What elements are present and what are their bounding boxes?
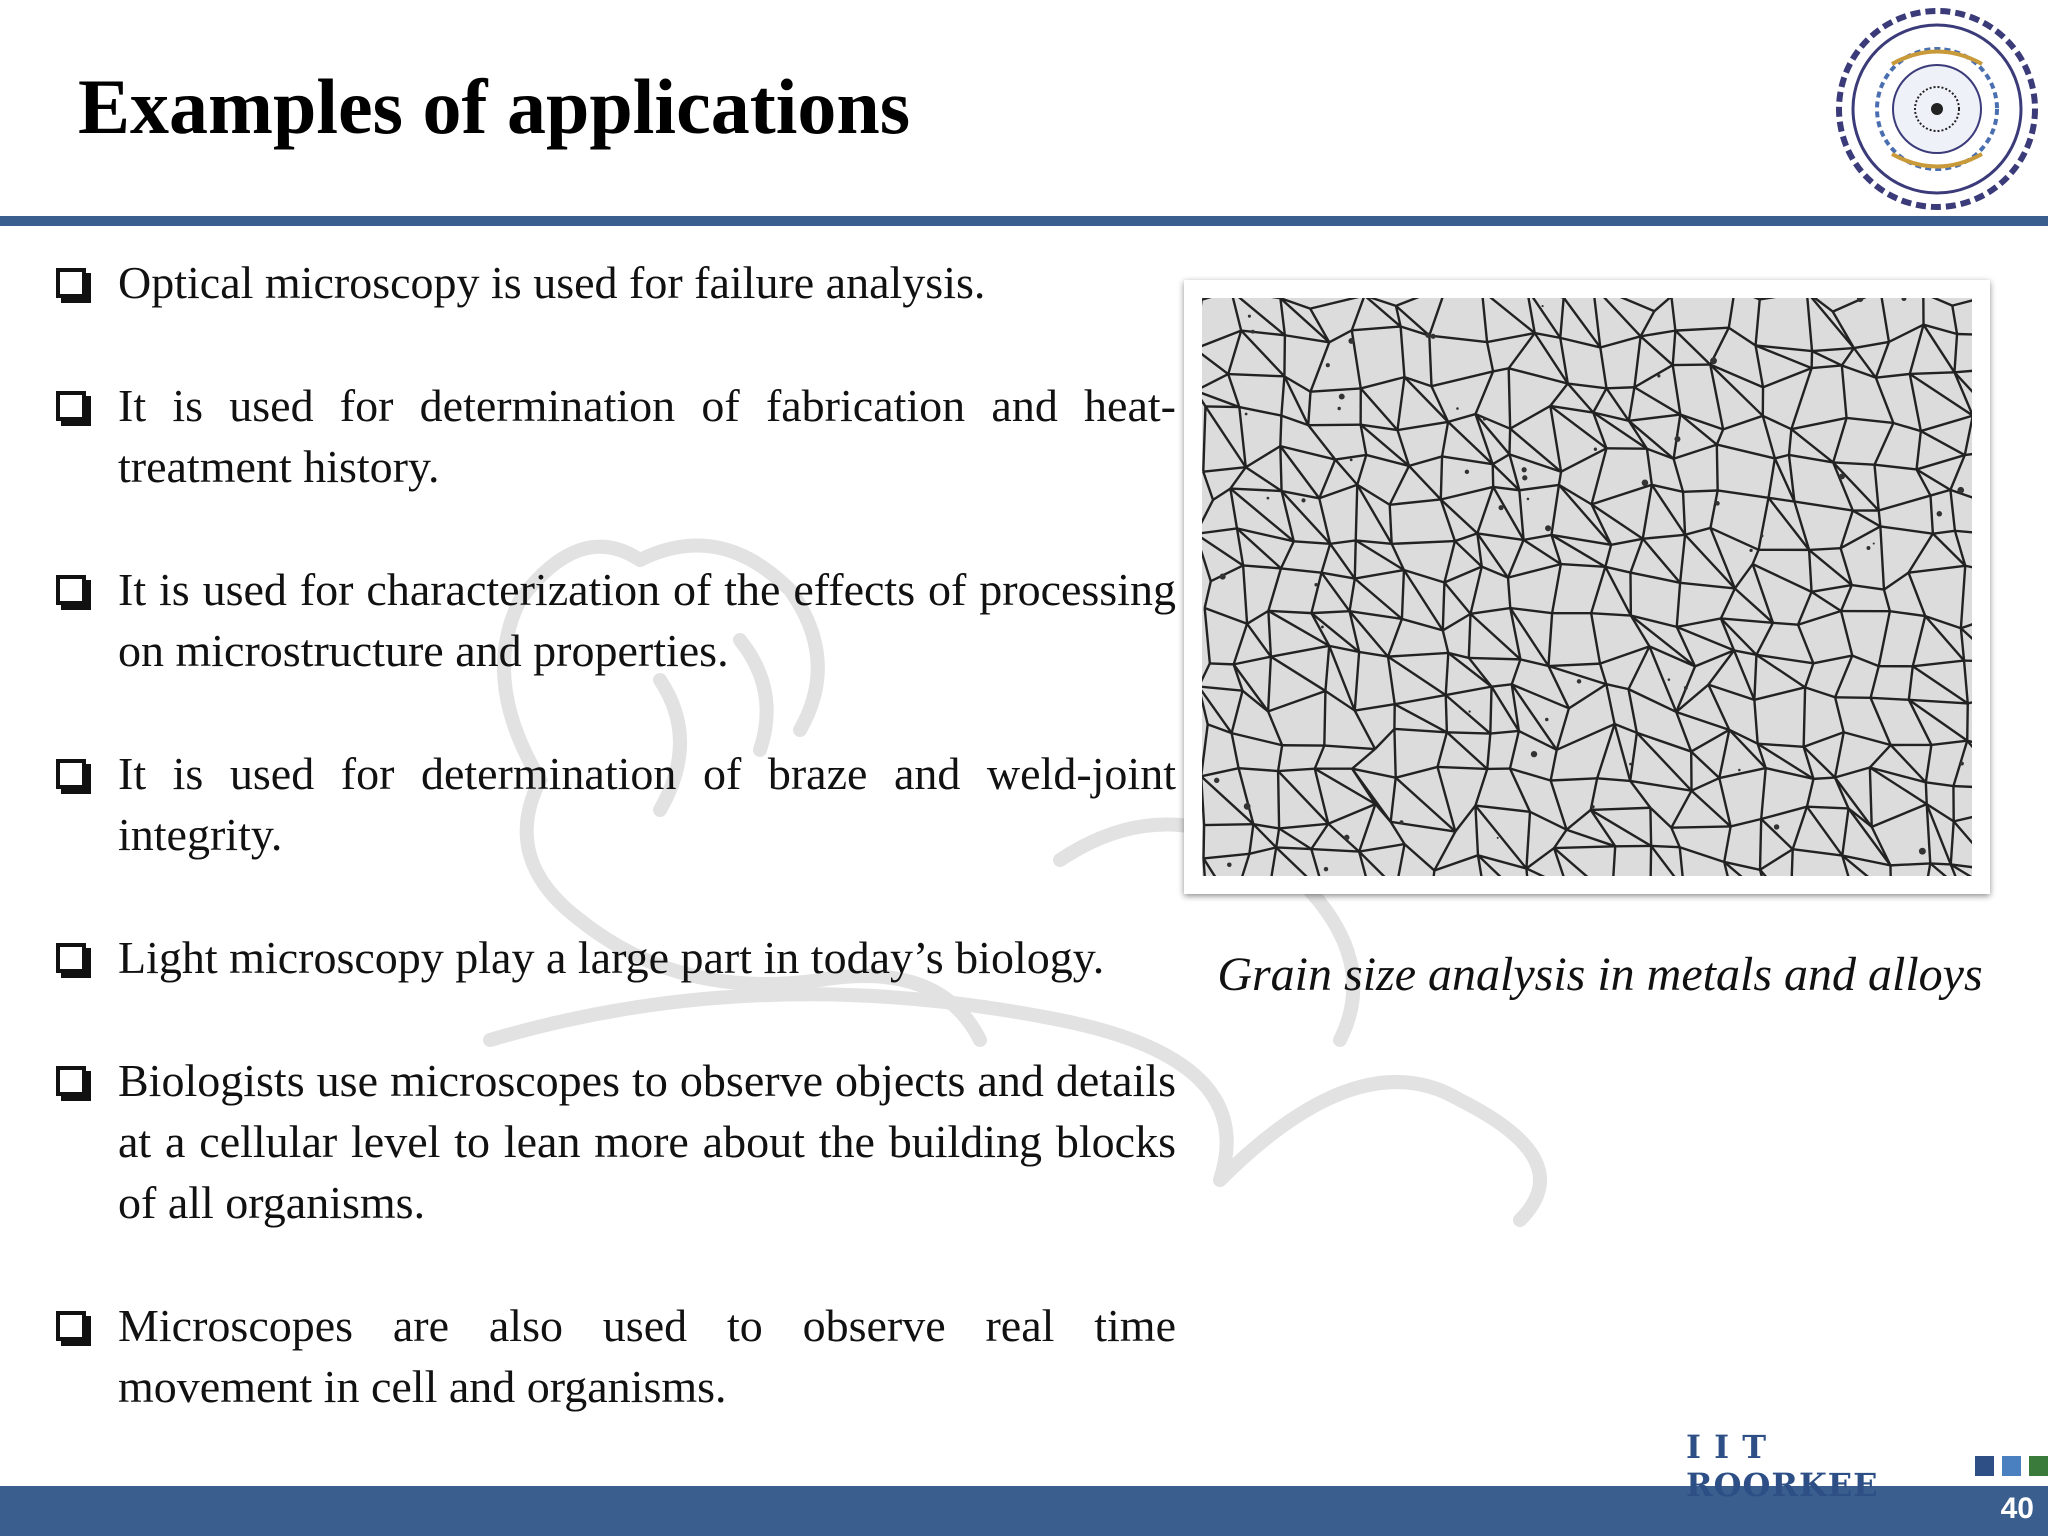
checkbox-bullet-icon [56,943,86,973]
bullet-item [56,559,1176,681]
checkbox-bullet-icon [56,575,86,605]
figure-caption: Grain size analysis in metals and alloys [1217,948,1983,1001]
bullet-item [56,1295,1176,1417]
checkbox-bullet-icon [56,1311,86,1341]
bullet-item [56,743,1176,865]
checkbox-bullet-icon [56,759,86,789]
bullet-item [56,1050,1176,1233]
bullet-text: It is used for characterization of the effects of processing on microstructure and properties. [118,564,1176,676]
bullet-item [56,252,1176,313]
page-number: 40 [2000,1492,2034,1525]
checkbox-bullet-icon [56,268,86,298]
bullet-item [56,375,1176,497]
title-divider [0,216,2048,226]
bullet-text: Light microscopy play a large part in today’s biology. [118,932,1105,983]
bullet-text: It is used for determination of fabrication and heat-treatment history. [118,380,1176,492]
brand-square-icon [2029,1456,2048,1476]
bullet-text: Biologists use microscopes to observe objects and details at a cellular level to lean more about the building blocks of all organisms. [118,1055,1176,1228]
grain-micrograph-figure [1184,280,1990,894]
grain-micrograph-image [1202,298,1972,876]
bullet-list [56,252,1176,1479]
brand-square-icon [1975,1456,1994,1476]
checkbox-bullet-icon [56,391,86,421]
bullet-text: It is used for determination of braze and weld-joint integrity. [118,748,1176,860]
bullet-text: Microscopes are also used to observe real time movement in cell and organisms. [118,1300,1176,1412]
checkbox-bullet-icon [56,1066,86,1096]
footer-brand [1672,1428,2048,1504]
slide-title: Examples of applications [78,63,911,150]
brand-square-icon [2002,1456,2021,1476]
institution-name: I I T ROORKEE [1686,1428,1879,1504]
bullet-item [56,927,1176,988]
institute-seal-logo [1832,4,2042,214]
bullet-text: Optical microscopy is used for failure analysis. [118,257,986,308]
